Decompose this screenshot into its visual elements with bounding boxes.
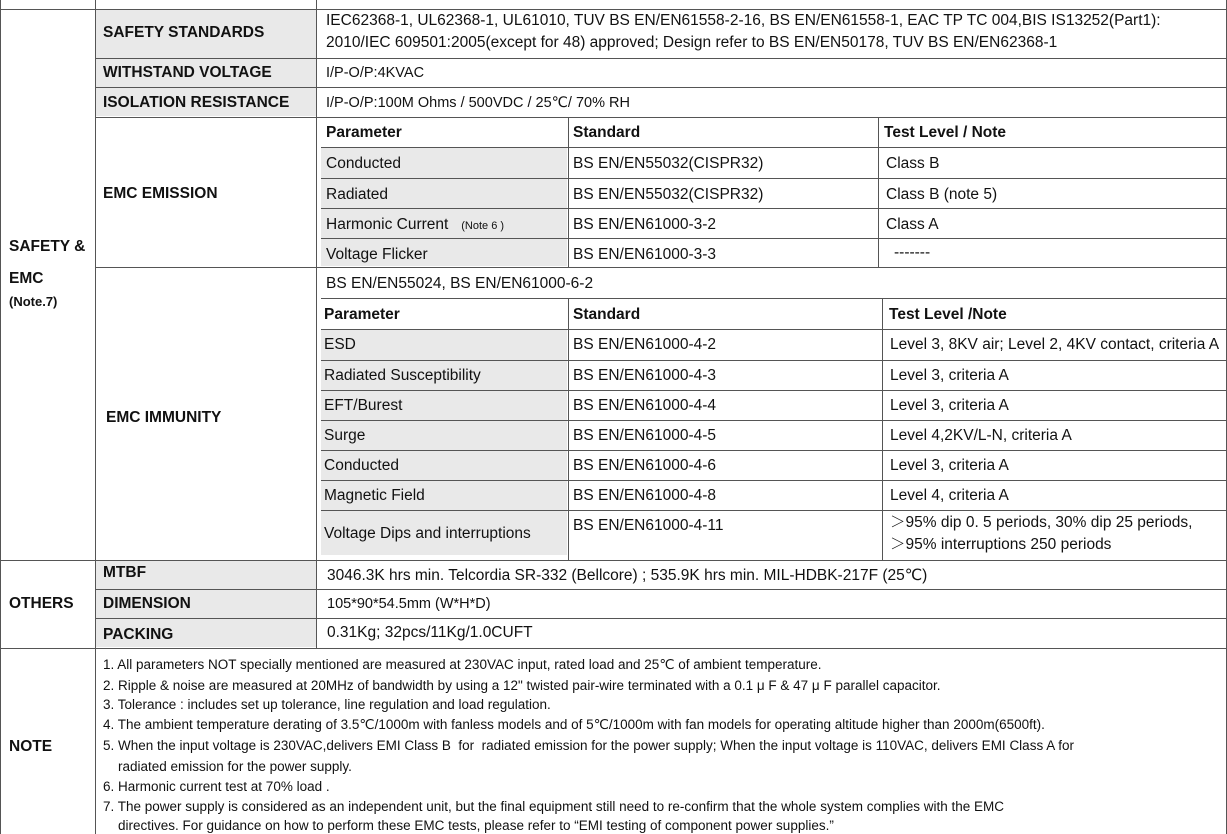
note-line-5: 5. When the input voltage is 230VAC,delivers EMI Class B for radiated emission for the power supply; When the input voltage is 110VAC, delivers EMI Class A for [103,738,1074,753]
emission-row-2-std: BS EN/EN55032(CISPR32) [573,186,764,203]
immunity-row-1-level: Level 3, 8KV air; Level 2, 4KV contact, criteria A [890,336,1220,353]
immunity-row-5-std: BS EN/EN61000-4-6 [573,457,717,474]
section-others: OTHERS [9,595,74,612]
emission-row-3-level: Class A [886,216,939,233]
emission-header-level: Test Level / Note [884,124,1007,141]
immunity-row-4-level: Level 4,2KV/L-N, criteria A [890,427,1072,444]
emission-header-standard: Standard [573,124,641,141]
emission-row-2-param: Radiated [326,186,389,203]
immunity-standards: BS EN/EN55024, BS EN/EN61000-6-2 [326,275,594,292]
emission-row-1-param: Conducted [326,155,401,172]
note-line-7: 6. Harmonic current test at 70% load . [103,779,330,794]
immunity-row-1-param: ESD [324,336,356,353]
note-line-4: 4. The ambient temperature derating of 3.5℃/1000m with fanless models and of 5℃/1000m with fan models for operating altitude higher than 2000m(6500ft). [103,717,1045,732]
emission-header-parameter: Parameter [326,124,402,141]
immunity-row-5-level: Level 3, criteria A [890,457,1009,474]
section-safety-emc-note: (Note.7) [9,294,58,309]
immunity-row-2-param: Radiated Susceptibility [324,367,481,384]
section-safety-emc-line2: EMC [9,270,44,287]
dimension-label: DIMENSION [103,595,191,612]
withstand-voltage-label: WITHSTAND VOLTAGE [103,64,272,81]
immunity-row-4-param: Surge [324,427,366,444]
note-line-8: 7. The power supply is considered as an independent unit, but the final equipment still need to re-confirm that the whole system complies with the EMC [103,799,1004,814]
safety-standards-label: SAFETY STANDARDS [103,24,265,41]
immunity-row-6-param: Magnetic Field [324,487,425,504]
immunity-row-4-std: BS EN/EN61000-4-5 [573,427,717,444]
emission-row-3-std: BS EN/EN61000-3-2 [573,216,717,233]
immunity-row-6-level: Level 4, criteria A [890,487,1009,504]
immunity-row-7-level-2: ＞95% interruptions 250 periods [890,536,1112,553]
safety-standards-line2: 2010/IEC 609501:2005(except for 48) approved; Design refer to BS EN/EN50178, TUV BS EN/EN62368-1 [326,34,1058,51]
immunity-row-3-std: BS EN/EN61000-4-4 [573,397,717,414]
immunity-row-7-std: BS EN/EN61000-4-11 [573,517,724,534]
section-note: NOTE [9,738,53,755]
withstand-voltage-value: I/P-O/P:4KVAC [326,65,425,81]
isolation-resistance-value: I/P-O/P:100M Ohms / 500VDC / 25℃/ 70% RH [326,95,630,111]
immunity-header-standard: Standard [573,306,641,323]
emission-row-1-level: Class B [886,155,940,172]
emission-row-1-std: BS EN/EN55032(CISPR32) [573,155,764,172]
emission-row-4-level: ------- [894,244,931,261]
immunity-row-6-std: BS EN/EN61000-4-8 [573,487,717,504]
packing-value: 0.31Kg; 32pcs/11Kg/1.0CUFT [327,624,533,641]
immunity-row-3-param: EFT/Burest [324,397,403,414]
note-line-9: directives. For guidance on how to perform these EMC tests, please refer to “EMI testing of component power supplies.” [103,818,834,833]
immunity-row-2-std: BS EN/EN61000-4-3 [573,367,717,384]
immunity-row-7-param: Voltage Dips and interruptions [324,525,531,542]
immunity-row-2-level: Level 3, criteria A [890,367,1009,384]
note-line-2: 2. Ripple & noise are measured at 20MHz of bandwidth by using a 12" twisted pair-wire terminated with a 0.1 μ F & 47 μ F parallel capacitor. [103,678,941,693]
emc-immunity-label: EMC IMMUNITY [106,409,222,426]
note-line-6: radiated emission for the power supply. [103,759,352,774]
dimension-value: 105*90*54.5mm (W*H*D) [327,596,491,612]
emission-row-2-level: Class B (note 5) [886,186,998,203]
emc-emission-label: EMC EMISSION [103,185,218,202]
note-line-3: 3. Tolerance : includes set up tolerance, line regulation and load regulation. [103,697,551,712]
immunity-header-level: Test Level /Note [889,306,1007,323]
immunity-row-5-param: Conducted [324,457,399,474]
emission-row-4-param: Voltage Flicker [326,246,428,263]
immunity-row-3-level: Level 3, criteria A [890,397,1009,414]
note-line-1: 1. All parameters NOT specially mentioned are measured at 230VAC input, rated load and 25℃ of ambient temperature. [103,657,822,672]
emission-row-3-param-note: (Note 6 ) [461,220,505,232]
mtbf-value: 3046.3K hrs min. Telcordia SR-332 (Bellcore) ; 535.9K hrs min. MIL-HDBK-217F (25℃) [327,567,928,584]
mtbf-label: MTBF [103,564,147,581]
isolation-resistance-label: ISOLATION RESISTANCE [103,94,290,111]
emission-row-3-param-text: Harmonic Current [326,216,449,233]
emission-row-3-param [326,216,504,235]
emission-row-4-std: BS EN/EN61000-3-3 [573,246,717,263]
section-safety-emc-line1: SAFETY & [9,238,86,255]
safety-standards-line1: IEC62368-1, UL62368-1, UL61010, TUV BS EN/EN61558-2-16, BS EN/EN61558-1, EAC TP TC 004,BIS IS13252(Part1): [326,12,1161,29]
immunity-row-1-std: BS EN/EN61000-4-2 [573,336,717,353]
packing-label: PACKING [103,626,174,643]
immunity-row-7-level-1: ＞95% dip 0. 5 periods, 30% dip 25 periods, [890,514,1193,531]
immunity-header-parameter: Parameter [324,306,400,323]
